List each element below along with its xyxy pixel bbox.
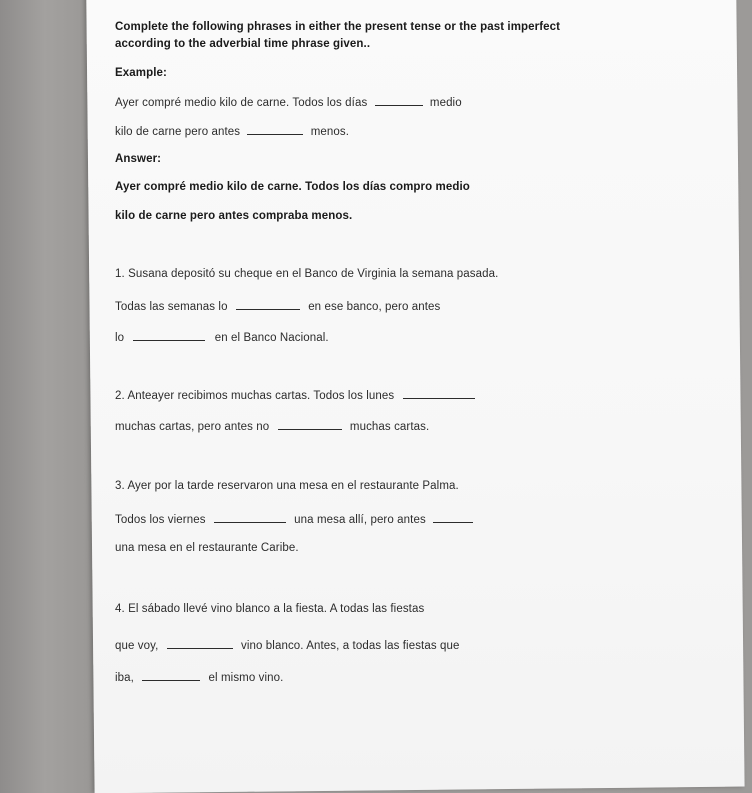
- answer-line-2: kilo de carne pero antes compraba menos.: [115, 210, 353, 222]
- answer-blank[interactable]: [236, 299, 300, 310]
- q1-line-2: [115, 299, 440, 313]
- q4-line-2-start: que voy,: [115, 640, 159, 652]
- answer-blank[interactable]: [167, 638, 233, 649]
- example-line-1: [115, 95, 462, 109]
- q2-line-1: [115, 388, 475, 402]
- q1-line-3: [115, 330, 329, 344]
- answer-blank[interactable]: [247, 124, 303, 135]
- q3-line-1: 3. Ayer por la tarde reservaron una mesa en el restaurante Palma.: [115, 480, 459, 492]
- q4-line-2: [115, 638, 459, 652]
- q1-line-3-end: en el Banco Nacional.: [214, 332, 329, 344]
- answer-blank[interactable]: [133, 330, 205, 341]
- answer-blank[interactable]: [142, 670, 200, 681]
- q3-line-2: [115, 512, 473, 526]
- q4-line-3-start: iba,: [115, 672, 134, 684]
- q1-line-3-start: lo: [115, 332, 125, 344]
- q3-line-2-end: una mesa allí, pero antes: [294, 514, 426, 526]
- q4-line-2-end: vino blanco. Antes, a todas las fiestas que: [241, 640, 460, 652]
- q1-line-2-end: en ese banco, pero antes: [308, 301, 441, 313]
- q4-line-3: [115, 670, 283, 684]
- q1-line-1: 1. Susana depositó su cheque en el Banco de Virginia la semana pasada.: [115, 268, 499, 280]
- answer-blank[interactable]: [375, 95, 423, 106]
- answer-blank[interactable]: [278, 419, 342, 430]
- example-heading: Example:: [115, 67, 167, 79]
- q1-line-2-start: Todas las semanas lo: [115, 301, 228, 313]
- answer-blank[interactable]: [433, 512, 473, 523]
- example-line-2: [115, 124, 349, 138]
- q4-line-1: 4. El sábado llevé vino blanco a la fiesta. A todas las fiestas: [115, 603, 425, 615]
- answer-blank[interactable]: [403, 388, 475, 399]
- answer-blank[interactable]: [214, 512, 286, 523]
- q3-line-2-start: Todos los viernes: [115, 514, 206, 526]
- q3-line-3: una mesa en el restaurante Caribe.: [115, 542, 299, 554]
- q2-line-1-start: 2. Anteayer recibimos muchas cartas. Todos los lunes: [115, 390, 395, 402]
- instructions-line-1: Complete the following phrases in either the present tense or the past imperfect: [115, 21, 561, 33]
- q2-line-2-end: muchas cartas.: [349, 421, 430, 433]
- q4-line-3-end: el mismo vino.: [208, 672, 284, 684]
- instructions-line-2: according to the adverbial time phrase given..: [115, 38, 371, 50]
- q2-line-2-start: muchas cartas, pero antes no: [115, 421, 270, 433]
- answer-line-1: Ayer compré medio kilo de carne. Todos los días compro medio: [115, 181, 470, 193]
- example-line-2-start: kilo de carne pero antes: [115, 126, 241, 138]
- example-line-2-end: menos.: [310, 126, 350, 138]
- answer-heading: Answer:: [115, 153, 162, 165]
- example-line-1-end: medio: [429, 97, 462, 109]
- q2-line-2: [115, 419, 429, 433]
- example-line-1-start: Ayer compré medio kilo de carne. Todos los días: [115, 97, 368, 109]
